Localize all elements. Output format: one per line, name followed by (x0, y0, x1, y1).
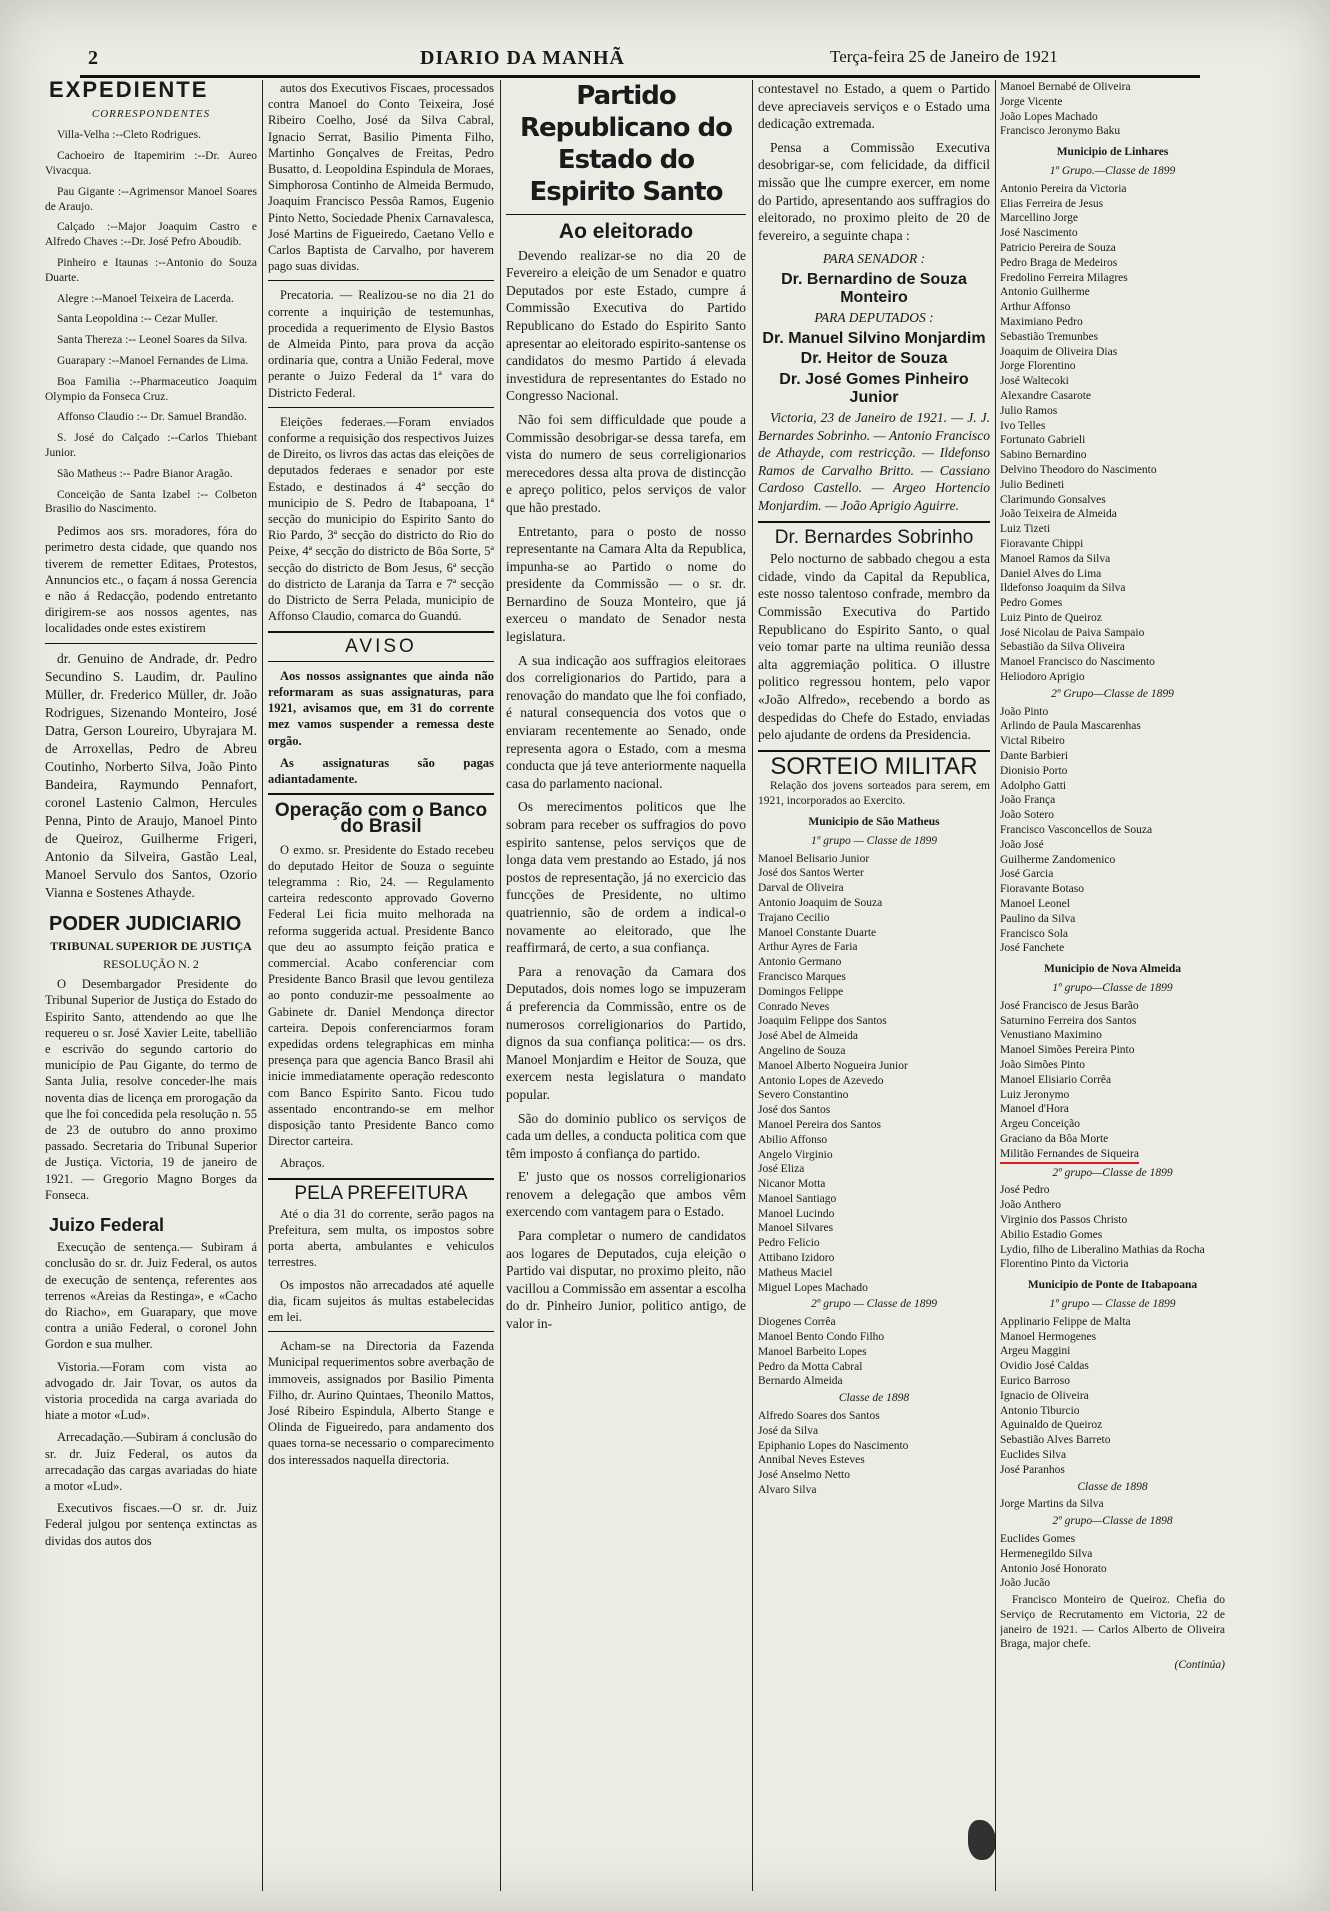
list-item: Darval de Oliveira (758, 882, 844, 895)
article-paragraph: Não foi sem difficuldade que poude a Commissão desobrigar-se dessa tarefa, em vista do numero de seus correligionarios merecedores dessa alta prova de distincção e apreço politico, pelos serviços de valor que hão prestado. (506, 411, 746, 515)
list-item: Heliodoro Aprigio (1000, 671, 1085, 684)
precatoria-paragraph: Precatoria. — Realizou-se no dia 21 do corrente a inquirição de testemunhas, procedida a requerimento de Elysio Bastos de Almeida Pinto, para prova da acção ordinaria que, contra a União Federal, move perante o Juizo Federal da 1ª vara do Districto Federal. (268, 288, 494, 400)
list-item: Graciano da Bôa Morte (1000, 1132, 1109, 1145)
name-list (758, 1409, 990, 1498)
list-item: Bernardo Almeida (758, 1375, 843, 1388)
article-paragraph: contestavel no Estado, a quem o Partido deve apreciaveis serviços e o Estado uma dedicação extremada. (758, 81, 990, 132)
list-item: Aguinaldo de Queiroz (1000, 1419, 1103, 1432)
list-item: Manoel Silvares (758, 1222, 834, 1235)
list-item: Clarimundo Gonsalves (1000, 493, 1106, 506)
list-item: Alvaro Silva (758, 1484, 817, 1497)
list-item: Jorge Martins da Silva (1000, 1498, 1104, 1511)
list-item: Antonio Joaquim de Souza (758, 896, 883, 909)
list-item: José Abel de Almeida (758, 1030, 858, 1043)
list-item: Argeu Conceição (1000, 1118, 1080, 1131)
list-item: Pedro da Motta Cabral (758, 1360, 863, 1373)
column-chapa (758, 80, 990, 1891)
column-expediente (45, 80, 257, 1891)
correspondent: Affonso Claudio :-- Dr. Samuel Brandão. (57, 411, 247, 424)
list-item: João Jucão (1000, 1577, 1051, 1590)
list-item: Antonio José Honorato (1000, 1562, 1107, 1575)
poder-judiciario-heading: PODER JUDICIARIO (49, 912, 242, 935)
list-item: Francisco Vasconcellos de Souza (1000, 824, 1153, 837)
list-item: Manoel Barbeito Lopes (758, 1345, 867, 1358)
municipio-heading: Municipio de São Matheus (808, 815, 940, 828)
list-item: Sebastião Alves Barreto (1000, 1434, 1111, 1447)
list-item: Matheus Maciel (758, 1266, 833, 1279)
list-item: Fioravante Botaso (1000, 883, 1084, 896)
list-item: Fioravante Chippi (1000, 537, 1084, 550)
list-item: Julio Bedineti (1000, 478, 1065, 491)
municipio-heading: Municipio de Nova Almeida (1043, 963, 1182, 976)
ink-blot (968, 1820, 996, 1860)
list-item: Manoel Alberto Nogueira Junior (758, 1059, 908, 1072)
list-item: José Nicolau de Paiva Sampaio (1000, 626, 1145, 639)
name-list (1000, 1497, 1225, 1512)
list-item: Francisco Sola (1000, 927, 1069, 940)
executivos-paragraph: autos dos Executivos Fiscaes, processados contra Manoel do Conto Teixeira, José Ribeiro Coelho, José da Silva Cabral, Ignacio Serrat, Basilio Pimenta Filho, Martinho Gonçalves de Freitas, Pedro Busatto, d. Leopoldina Espindula de Moraes, Simphorosa Continho de Almeida Bermudo, Joaquim Francisco Pessôa Ramos, Eugenio Pinto Netto, Sociedade Phenix Carnavalesca, José Martins de Figueiredo, Caetano Vello e Carlos Baptista de Carvalho, por haverem pago suas dividas. (268, 81, 494, 274)
operacao-heading: Operação com o Banco do Brasil (274, 800, 488, 838)
list-item: José Paranhos (1000, 1463, 1065, 1476)
list-item: Guilherme Zandomenico (1000, 853, 1116, 866)
list-item: José Waltecoki (1000, 375, 1069, 388)
list-item: João Sotero (1000, 809, 1054, 822)
deputados-label: PARA DEPUTADOS : (814, 310, 934, 326)
correspondent: Guarapary :--Manoel Fernandes de Lima. (57, 354, 249, 367)
list-item: Arthur Affonso (1000, 301, 1071, 314)
list-item: Manoel Leonel (1000, 898, 1070, 911)
list-item: João Teixeira de Almeida (1000, 508, 1117, 521)
signatures: Victoria, 23 de Janeiro de 1921. — J. J. Bernardes Sobrinho. — Antonio Francisco de Athayde, com restricção. — Ildefonso Ramos de Carvalho Britto. — Cassiano Cardoso Castello. — Argeo Hortencio Monjardim. — João Aprigio Aguirre. (758, 410, 990, 514)
operacao-paragraph: O exmo. sr. Presidente do Estado recebeu do deputado Heitor de Souza o seguinte telegramma : Rio, 24. — Regulamento carteira redesconto approvado Governo Federal Lei ficia muito melhorada na reforma suggerida actual. Presidente Banco que deu ao assumpto feição pratica e commercial. Acabo conferenciar com Presidente Banco Brasil que levou gentileza ao ponto conduzir-me pessoalmente ao Gabinete dr. Daniel Mendonça director carteira. Depois conferenciarmos foram expedidas ordens telegraphicas em minha presença para que agencia Banco Brasil ahi inicie immediatamente operação redesconto com Banco Espirito Santo. Ficou tudo assentado encontrando-se em melhor disposição tanto Presidente Banco como Director carteira. (268, 842, 494, 1149)
list-item: Euclides Gomes (1000, 1532, 1076, 1545)
list-item: Epiphanio Lopes do Nascimento (758, 1439, 909, 1452)
list-item: Joaquim de Oliveira Dias (1000, 345, 1118, 358)
list-item: José Nascimento (1000, 227, 1078, 240)
grupo-heading: 1º grupo — Classe de 1899 (1049, 1297, 1176, 1310)
list-item: Delvino Theodoro do Nascimento (1000, 463, 1157, 476)
tribunal-heading: TRIBUNAL SUPERIOR DE JUSTIÇA (50, 938, 252, 953)
correspondent: Boa Familia :--Pharmaceutico Joaquim Olympio da Fonseca Cruz. (45, 375, 257, 403)
list-item: Virginio dos Passos Christo (1000, 1213, 1128, 1226)
list-item: Ildefonso Joaquim da Silva (1000, 582, 1126, 595)
list-item: Nicanor Motta (758, 1178, 826, 1191)
article-paragraph: E' justo que os nossos correligionarios renovem a delegação que ambos vêm exercendo com vantagem para o Estado. (506, 1169, 746, 1220)
column-rule (995, 80, 996, 1891)
juizo-paragraph: Arrecadação.—Subiram á conclusão do sr. dr. Juiz Federal, os autos da arrecadação das cargas avariadas do hiate a motor «Lud». (45, 1430, 257, 1494)
list-item: Manoel Francisco do Nascimento (1000, 656, 1155, 669)
list-item: Marcellino Jorge (1000, 212, 1079, 225)
continua-label: (Continúa) (1174, 1659, 1225, 1672)
issue-date: Terça-feira 25 de Janeiro de 1921 (830, 47, 1058, 66)
deputado-name: Dr. José Gomes Pinheiro Junior (779, 370, 969, 406)
list-item: Abilio Affonso (758, 1133, 828, 1146)
list-item: Manoel Santiago (758, 1192, 837, 1205)
names-paragraph: dr. Genuino de Andrade, dr. Pedro Secundino S. Laudim, dr. Paulino Müller, dr. Frederico Müller, dr. João Rodrigues, Sizenando Monteiro, José Datra, Gerson Loureiro, Ubyrajara M. de Arroxellas, Pedro de Abreu Coutinho, Norberto Silva, João Pinto Bandeira, Raymundo Pennafort, coronel Lastenio Calmon, Hercules Penna, Pinto de Araujo, Manoel Pinto de Queiroz, Guilherme Frigeri, Antonio da Silveira, Gastão Leal, Manoel Servulo dos Santos, Ozorio Vianna e Sostenes Athayde. (45, 650, 257, 900)
article-paragraph: Pensa a Commissão Executiva desobrigar-se, com felicidade, da difficil missão que lhe cumpre exercer, em nome do Partido, apresentando aos suffragios do eleitorado, no proximo pleito de 20 de fevereiro, a seguinte chapa : (758, 139, 990, 243)
deputado-name: Dr. Manuel Silvino Monjardim (762, 329, 986, 347)
list-item: Applinario Felippe de Malta (1000, 1315, 1131, 1328)
list-item: Ignacio de Oliveira (1000, 1389, 1089, 1402)
grupo-heading: Classe de 1898 (838, 1392, 910, 1405)
article-paragraph: Os merecimentos politicos que lhe sobram para receber os suffragios do povo espirito santense, pelos serviços que de longa data vem prestando ao Estado, já nos postos de representação, já no exercicio das funcções de Presidente, no ultimo quatriennio, são de ordem a indical-o novamente ao eleitorado, que lhe reaffirmará, de certo, a sua confiança. (506, 799, 746, 956)
list-item: João Simões Pinto (1000, 1059, 1085, 1071)
list-item: Euclides Silva (1000, 1448, 1067, 1461)
name-list (758, 852, 990, 1296)
list-item: Saturnino Ferreira dos Santos (1000, 1014, 1137, 1027)
list-item: Patricio Pereira de Souza (1000, 241, 1116, 254)
list-item: Venustiano Maximino (1000, 1029, 1102, 1042)
correspondent: Conceição de Santa Izabel :-- Colbeton Brasilio do Nascimento. (45, 488, 257, 516)
list-item: Luiz Tizeti (1000, 523, 1051, 536)
list-item: Jorge Vicente (1000, 95, 1063, 108)
list-item: Florentino Pinto da Victoria (1000, 1258, 1129, 1271)
list-item: José Fanchete (1000, 942, 1065, 955)
correspondent: S. José do Calçado :--Carlos Thiebant Junior. (45, 432, 257, 459)
list-item: José da Silva (758, 1424, 819, 1437)
resolucao-heading: RESOLUÇÃO N. 2 (103, 956, 199, 971)
aviso-heading: AVISO (345, 635, 417, 657)
aviso-paragraph: Aos nossos assignantes que ainda não reformaram as suas assignaturas, para 1921, avisamos que, em 31 do corrente mez vamos suspender a remessa deste orgão. (268, 668, 494, 748)
notice-paragraph: Pedimos aos srs. moradores, fóra do perimetro desta cidade, que quando nos tiverem de remetter Editaes, Protestos, Annuncios etc., o façam á nossa Gerencia e não á Redacção, podendo entretanto dirigirem-se aos nossos agentes, nas localidades onde estes existirem (45, 524, 257, 636)
list-item: Conrado Neves (758, 1000, 830, 1013)
list-item: Manoel Elisiario Corrêa (1000, 1073, 1112, 1086)
name-list (1000, 182, 1225, 685)
list-item: Manoel Ramos da Silva (1000, 552, 1111, 565)
correspondent: São Matheus :-- Padre Bianor Aragão. (57, 467, 233, 480)
highlighted-name: Militão Fernandes de Siqueira (1000, 1147, 1139, 1164)
name-list (1000, 1183, 1225, 1272)
eleitorado-subhead: Ao eleitorado (558, 220, 694, 243)
list-item: Severo Constantino (758, 1089, 849, 1102)
resolucao-text: O Desembargador Presidente do Tribunal Superior de Justiça do Estado do Espirito Santo, attendendo ao que lhe requereu o sr. José Xavier Leite, tabellião e escrivão do segundo cartorio do município de Pau Gigante, do termo de Santa Julia, resolve conceder-lhe mais noventa dias de licença em prorogação da que lhe foi concedida pela resolução n. 55 de 23 de outubro do anno proximo passado. Secretaria do Tribunal Superior de Justiça. Victoria, 19 de janeiro de 1921. — Gregorio Magno Borges da Fonseca. (45, 977, 257, 1202)
list-item: Manoel Simões Pereira Pinto (1000, 1044, 1135, 1057)
grupo-heading: 1º grupo — Classe de 1899 (811, 834, 937, 847)
article-paragraph: Entretanto, para o posto de nosso representante na Camara Alta da Republica, impunha-se ao Partido o nome do presidente da Commissão — o sr. dr. Bernardino de Souza Monteiro, que já exerceu o mandato de Senador nesta legislatura. (506, 523, 746, 645)
list-item: José dos Santos (758, 1104, 831, 1117)
newspaper-title: DIARIO DA MANHÃ (420, 47, 625, 69)
list-item: Miguel Lopes Machado (758, 1281, 868, 1294)
article-paragraph: Para completar o numero de candidatos aos logares de Deputados, cuja eleição o Partido vai disputar, no proximo pleito, não vacillou a Commissão em assentar a escolha do dr. Pinheiro Junior, politico antigo, de valor in- (506, 1228, 746, 1332)
prefeitura-paragraph: Até o dia 31 do corrente, serão pagos na Prefeitura, sem multa, os impostos sobre porta aberta, ambulantes e vehiculos terrestres. (268, 1206, 494, 1270)
list-item: Manoel Hermogenes (1000, 1330, 1097, 1343)
grupo-heading: 2º Grupo—Classe de 1899 (1051, 687, 1174, 700)
juizo-paragraph: Executivos fiscaes.—O sr. dr. Juiz Federal julgou por sentença extinctas as dividas dos autos dos (45, 1501, 257, 1548)
list-item: Antonio Lopes de Azevedo (758, 1074, 884, 1087)
list-item: Domingos Felippe (758, 985, 844, 998)
correspondent: Santa Thereza :-- Leonel Soares da Silva. (57, 334, 248, 347)
masthead (80, 45, 1200, 78)
deputado-name: Dr. Heitor de Souza (800, 350, 948, 368)
list-item: Francisco Jeronymo Baku (1000, 125, 1121, 138)
list-item: José Eliza (758, 1163, 805, 1176)
list-item: Daniel Alves do Lima (1000, 567, 1102, 580)
list-item: José Garcia (1000, 868, 1054, 881)
list-item: Elias Ferreira de Jesus (1000, 197, 1104, 210)
list-item: Manoel Bernabé de Oliveira (1000, 81, 1131, 93)
name-list (1000, 705, 1225, 957)
sorteio-intro: Relação dos jovens sorteados para serem, em 1921, incorporados ao Exercito. (758, 780, 990, 808)
municipio-heading: Municipio de Ponte de Itabapoana (1027, 1279, 1198, 1292)
grupo-heading: 2º grupo — Classe de 1899 (811, 1298, 937, 1311)
aviso-paragraph: As assignaturas são pagas adiantadamente. (268, 755, 494, 786)
partido-headline: Partido Republicano do Estado do Espirito Santo (519, 81, 733, 207)
list-item: Eurico Barroso (1000, 1374, 1070, 1387)
list-item: Manoel Belisario Junior (758, 852, 870, 865)
operacao-closing: Abraços. (280, 1156, 325, 1171)
list-item: Manoel Pereira dos Santos (758, 1118, 881, 1131)
list-item: Joaquim Felippe dos Santos (758, 1015, 887, 1028)
correspondent: Pau Gigante :--Agrimensor Manoel Soares de Araujo. (45, 185, 257, 213)
grupo-heading: Classe de 1898 (1077, 1480, 1148, 1493)
list-item: Antonio Tiburcio (1000, 1404, 1080, 1417)
list-item: José dos Santos Werter (758, 867, 864, 880)
name-list (1000, 80, 1225, 139)
article-paragraph: A sua indicação aos suffragios eleitoraes dos correligionarios do Partido, para a renovação do mandato que lhe foi confiado, é natural consequencia dos votos que o enviaram recentemente ao Senado, onde representa agora o Estado, com a mesma conducta que já teve anteriormente naquella casa do parlamento nacional. (506, 652, 746, 791)
juizo-paragraph: Vistoria.—Foram com vista ao advogado dr. Jair Tovar, os autos da vistoria procedida na carga avariada do hiate a motor «Lud». (45, 1359, 257, 1423)
sorteio-heading: SORTEIO MILITAR (770, 752, 978, 780)
name-list (1000, 1532, 1225, 1591)
article-paragraph: Devendo realizar-se no dia 20 de Fevereiro a eleição de um Senador e quatro Deputados por este Estado, cumpre á Commissão Executiva do Partido Republicano do Estado do Espirito Santo apresentar ao eleitorado espirito-santense os candidatos do mesmo Partido á elevada investidura de representantes do Estado no Congresso Nacional. (506, 247, 746, 404)
list-item: Fredolino Ferreira Milagres (1000, 271, 1128, 284)
grupo-heading: 1º grupo—Classe de 1899 (1052, 982, 1173, 995)
list-item: Trajano Cecilio (758, 911, 830, 924)
list-item: Antonio Guilherme (1000, 286, 1090, 299)
senador-label: PARA SENADOR : (822, 251, 926, 267)
list-item: José Pedro (1000, 1184, 1050, 1197)
list-item: João José (1000, 838, 1044, 851)
correspondent: Villa-Velha :--Cleto Rodrigues. (57, 129, 201, 142)
list-item: José Francisco de Jesus Barão (1000, 999, 1139, 1012)
list-item: Antonio Germano (758, 956, 842, 969)
municipio-heading: Municipio de Linhares (1056, 146, 1169, 159)
correspondent: Pinheiro e Itaunas :--Antonio do Souza Duarte. (45, 256, 257, 284)
list-item: Alfredo Soares dos Santos (758, 1410, 880, 1423)
grupo-heading: 2º grupo—Classe de 1898 (1052, 1515, 1173, 1528)
list-item: Dante Barbieri (1000, 750, 1069, 763)
column-rule (262, 80, 263, 1891)
list-item: Luiz Jeronymo (1000, 1088, 1070, 1101)
bernardes-paragraph: Pelo nocturno de sabbado chegou a esta cidade, vindo da Capital da Republica, este nosso talentoso confrade, membro da Commissão Executiva do Partido Republicano do Espirito Santo, o qual veio tomar parte na ultima reunião dessa alta aggremiação politica. O illustre politico regressou hontem, pelo vapor «João Alfredo», recebendo a bordo as despedidas do Chefe do Estado, enviadas pelo ajudante de ordens da Presidencia. (758, 551, 990, 743)
list-item: Annibal Neves Esteves (758, 1454, 865, 1467)
list-item: Angelino de Souza (758, 1044, 846, 1057)
list-item: Manoel Bento Condo Filho (758, 1331, 885, 1344)
correspondent: Santa Leopoldina :-- Cezar Muller. (57, 313, 218, 326)
closing-paragraph: Francisco Monteiro de Queiroz. Chefia do Serviço de Recrutamento em Victoria, 22 de janeiro de 1921. — Carlos Alberto de Oliveira Braga, major chefe. (1000, 1594, 1225, 1651)
list-item: Adolpho Gatti (1000, 779, 1067, 792)
list-item: Lydio, filho de Liberalino Mathias da Rocha (1000, 1243, 1205, 1256)
list-item: Sebastião Tremunbes (1000, 330, 1099, 343)
list-item: Arlindo de Paula Mascarenhas (1000, 720, 1141, 733)
correspondents-list (45, 128, 257, 517)
list-item: Pedro Braga de Medeiros (1000, 256, 1118, 269)
list-item: João Anthero (1000, 1199, 1062, 1212)
juizo-federal-heading: Juizo Federal (49, 1215, 165, 1236)
list-item: Francisco Marques (758, 970, 846, 983)
article-paragraph: São do dominio publico os serviços de cada um delles, a conducta politica com que têm imposto á confiança do partido. (506, 1110, 746, 1161)
list-item: Sabino Bernardino (1000, 449, 1087, 462)
list-item: Diogenes Corrêa (758, 1316, 836, 1329)
list-item: Hermenegildo Silva (1000, 1547, 1093, 1560)
list-item: João França (1000, 794, 1056, 807)
column-rule (752, 80, 753, 1891)
list-item: José Anselmo Netto (758, 1469, 850, 1482)
eleicoes-paragraph: Eleições federaes.—Foram enviados conforme a requisição dos respectivos Juizes de Direito, os livros das actas das eleições de deputados federaes e senador por este Estado, e destinados á 4ª secção do municipio de S. Pedro de Itabapoana, 1ª secção do municipio do Espirito Santo do Rio Pardo, 3ª secção do districto do Rio do Peixe, 4ª secção do districto de Bôa Sorte, 5ª secção do districto de Bom Jesus, 6ª secção do districto de Laranja da Tarra e 7ª secção do Districto de Serra Pelada, municipio de Affonso Claudio, comarca do Guandú. (268, 414, 494, 624)
list-item: Luiz Pinto de Queiroz (1000, 611, 1102, 624)
list-item: Attibano Izidoro (758, 1252, 835, 1265)
grupo-heading: 2º grupo—Classe de 1899 (1052, 1166, 1173, 1179)
list-item: Manoel d'Hora (1000, 1103, 1069, 1116)
expediente-heading: EXPEDIENTE (49, 80, 209, 102)
prefeitura-paragraph: Os impostos não arrecadados até aquelle dia, ficam sujeitos ás multas estabelecidas em lei. (268, 1277, 494, 1325)
list-item: João Lopes Machado (1000, 110, 1098, 123)
prefeitura-heading: PELA PREFEITURA (294, 1182, 468, 1204)
list-item: Ivo Telles (1000, 419, 1046, 432)
list-item: Angelo Virginio (758, 1148, 833, 1161)
list-item: Sebastião da Silva Oliveira (1000, 641, 1125, 654)
senador-name: Dr. Bernardino de Souza Monteiro (781, 270, 967, 306)
list-item: Pedro Felicio (758, 1237, 820, 1250)
juizo-paragraph: Execução de sentença.— Subiram á conclusão do sr. dr. Juiz Federal, os autos de execução de sentença, referentes aos terrenos «Areias da Restinga», e «Cacho do Riacho», em Guarapary, que move contra a união Federal, o coronel John Gordon e sua mulher. (45, 1240, 257, 1352)
name-list (758, 1315, 990, 1389)
name-list (1000, 1315, 1225, 1478)
list-item: Ovidio José Caldas (1000, 1360, 1089, 1373)
list-item: Argeu Maggini (1000, 1345, 1071, 1358)
correspondent: Cachoeiro de Itapemirim :--Dr. Aureo Vivacqua. (45, 150, 257, 177)
name-list (1000, 999, 1225, 1147)
list-item: Arthur Ayres de Faria (758, 941, 858, 954)
list-item: Maximiano Pedro (1000, 315, 1083, 328)
correspondents-heading: CORRESPONDENTES (91, 108, 211, 121)
list-item: Paulino da Silva (1000, 912, 1076, 925)
list-item: Victal Ribeiro (1000, 735, 1065, 748)
column-sorteio (1000, 80, 1225, 1891)
column-partido (506, 80, 746, 1891)
grupo-heading: 1º Grupo.—Classe de 1899 (1049, 164, 1176, 177)
prefeitura-paragraph: Acham-se na Directoria da Fazenda Municipal requerimentos sobre averbação de immoveis, assignados por Basilio Pimenta Filho, dr. Aurino Quintaes, Theonilo Mattos, José Ribeiro Espindula, Alberto Stange e Olinda de Figueiredo, para andamento dos quaes torna-se necessario o comparecimento dos interessados naquella directoria. (268, 1339, 494, 1467)
column-judicial (268, 80, 494, 1891)
list-item: Dionisio Porto (1000, 764, 1068, 777)
column-rule (500, 80, 501, 1891)
bernardes-heading: Dr. Bernardes Sobrinho (774, 526, 974, 548)
list-item: Alexandre Casarote (1000, 389, 1092, 402)
list-item: Fortunato Gabrieli (1000, 434, 1086, 447)
list-item: João Pinto (1000, 705, 1049, 718)
correspondent: Alegre :--Manoel Teixeira de Lacerda. (57, 292, 234, 305)
list-item: Pedro Gomes (1000, 597, 1063, 610)
correspondent: Calçado :--Major Joaquim Castro e Alfredo Chaves :--Dr. José Pefro Aboudib. (45, 221, 257, 249)
article-paragraph: Para a renovação da Camara dos Deputados, dois nomes logo se impuzeram á preferencia da Commissão, entre os de numerosos correligionarios do Partido, dignos da sua confiança politica:— os drs. Manoel Monjardim e Heitor de Souza, que exercem nesta legislatura o mandato popular. (506, 963, 746, 1102)
list-item: Manoel Constante Duarte (758, 926, 877, 939)
list-item: Abilio Estadio Gomes (1000, 1228, 1103, 1241)
list-item: Antonio Pereira da Victoria (1000, 182, 1127, 195)
list-item: Manoel Lucindo (758, 1207, 835, 1220)
list-item: Julio Ramos (1000, 404, 1058, 417)
page-number: 2 (88, 47, 98, 69)
list-item: Jorge Florentino (1000, 360, 1076, 373)
